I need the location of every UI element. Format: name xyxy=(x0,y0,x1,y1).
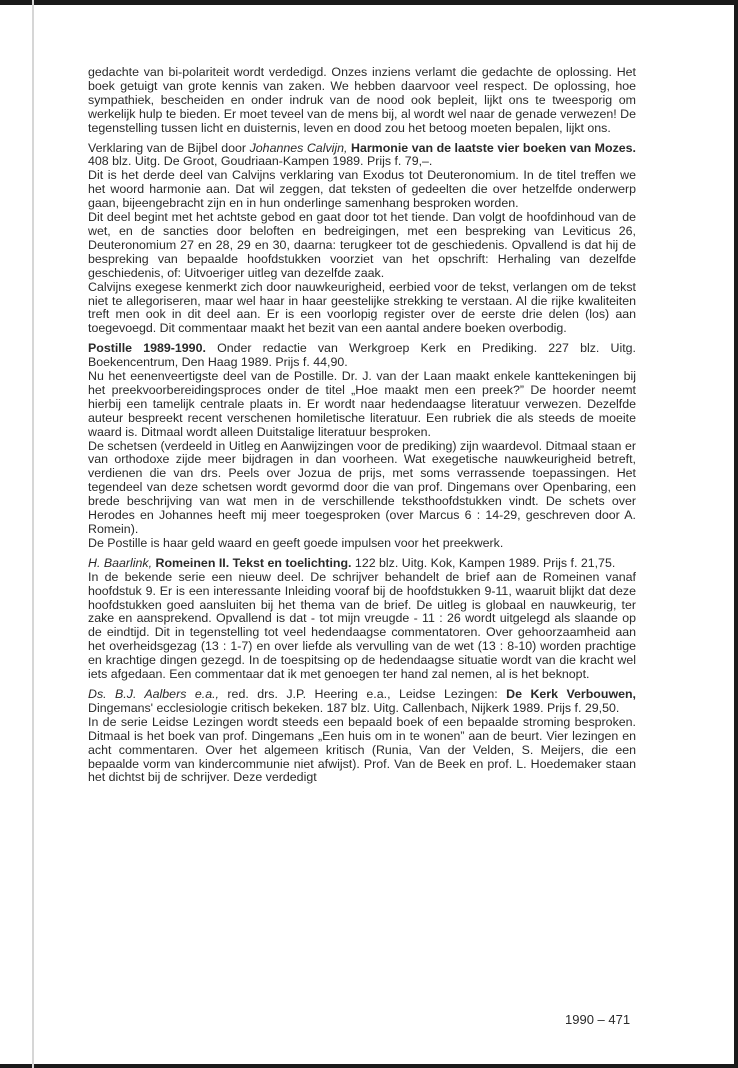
review-1-author: Johannes Calvijn, xyxy=(249,140,348,155)
review-1-paragraph-2: Dit deel begint met het achtste gebod en gaat door tot het tiende. Dan volgt de hoofdinhoud van de wet, en de sancties door beloften en bedreigingen, met een bespreking van Leviticus 26, Deuteronomium 27 en 28, 29 en 30, daarna: terugkeer tot de geschiedenis. Opvallend is dat hij de bespreking van bepaalde hoofdstukken voorziet van het opschrift: Herhaling van dezelfde geschiedenis, of: Uitvoeriger uitleg van dezelfde zaak. xyxy=(88,210,636,280)
review-3-paragraph-1: In de bekende serie een nieuw deel. De schrijver behandelt de brief aan de Romeinen vanaf hoofdstuk 9. Er is een interessante Inleiding vooraf bij de hoofdstukken 9-11, waaruit blijkt dat deze hoofdstukken goed aansluiten bij het thema van de brief. De uitleg is globaal en nauwkeurig, ter zake en aansprekend. Opvallend is dat - tot mijn vreugde - 11 : 26 wordt uitgelegd als slaande op de eindtijd. Dit in tegenstelling tot veel hedendaagse commentatoren. Over gehoorzaamheid aan het overheidsgezag (13 : 1-7) en over liefde als vervulling van de wet (13 : 8-10) worden prachtige en krachtige dingen gezegd. In de toespitsing op de hedendaagse situatie wordt van die kracht wel iets afgedaan. Een commentaar dat ik met genoegen ter hand zal nemen, al is het beknopt. xyxy=(88,569,636,682)
review-1-heading xyxy=(88,142,636,170)
review-4-author: Ds. B.J. Aalbers e.a., xyxy=(88,686,219,701)
review-3-heading xyxy=(88,557,636,571)
page-number: 1990 – 471 xyxy=(565,1012,631,1027)
review-4-details: Dingemans' ecclesiologie critisch bekeken. 187 blz. Uitg. Callenbach, Nijkerk 1989. Prijs f. 29,50. xyxy=(88,700,620,715)
review-3-author: H. Baarlink, xyxy=(88,555,153,570)
binding-edge xyxy=(32,0,34,1068)
review-4-title: De Kerk Verbouwen, xyxy=(506,686,636,701)
review-2-paragraph-1: Nu het eenenveertigste deel van de Postille. Dr. J. van der Laan maakt enkele kanttekeningen bij het preekvoorbereidingsproces onder de titel „Hoe maakt men een preek?” De hoorder neemt hierbij een tamelijk centrale plaats in. Er wordt naar hedendaagse literatuur verwezen. Dezelfde auteur bespreekt recent verschenen homiletische literatuur. Een rubriek die als steeds de moeite waard is. Ditmaal wordt alleen Duitstalige literatuur besproken. xyxy=(88,369,636,439)
review-2-title: Postille 1989-1990. xyxy=(88,341,206,356)
review-1-prefix: Verklaring van de Bijbel door xyxy=(88,140,250,155)
review-4-editors: red. drs. J.P. Heering e.a., Leidse Lezingen: xyxy=(218,686,507,701)
review-2-paragraph-3: De Postille is haar geld waard en geeft goede impulsen voor het preekwerk. xyxy=(88,535,504,550)
review-4-heading xyxy=(88,688,636,716)
review-2-heading xyxy=(88,342,636,370)
review-1-paragraph-3: Calvijns exegese kenmerkt zich door nauwkeurigheid, eerbied voor de tekst, verlangen om de tekst niet te allegoriseren, maar wel haar in haar geestelijke strekking te verstaan. Al die rijke kwaliteiten treft men ook in dit deel aan. Er is een voorlopig register over de eerste drie delen (los) aan toegevoegd. Dit commentaar maakt het bezit van een aantal andere boeken overbodig. xyxy=(88,279,636,336)
review-1-title: Harmonie van de laatste vier boeken van Mozes. xyxy=(351,140,636,155)
review-2-details: Onder redactie van Werkgroep Kerk en Prediking. 227 blz. Uitg. Boekencentrum, Den Haag 1989. Prijs f. 44,90. xyxy=(88,341,636,370)
review-1-details: 408 blz. Uitg. De Groot, Goudriaan-Kampen 1989. Prijs f. 79,–. xyxy=(88,154,433,169)
article-body xyxy=(88,66,636,785)
review-3-details: 122 blz. Uitg. Kok, Kampen 1989. Prijs f. 21,75. xyxy=(351,555,616,570)
review-2-paragraph-2: De schetsen (verdeeld in Uitleg en Aanwijzingen voor de prediking) zijn waardevol. Ditmaal staan er van orthodoxe zijde meer bijdragen in dan voorheen. Wat exegetische nauwkeurigheid betreft, verdienen die van drs. Peels over Jozua de prijs, met soms verrassende toepassingen. Het tegendeel van deze schetsen wordt gevormd door die van prof. Dingemans over Openbaring, een brede beschrijving van wat men in de verschillende teksthoofdstukken vindt. De schets over Herodes en Johannes heeft mij meer toegesproken (over Marcus 6 : 14-29, geschreven door A. Romein). xyxy=(88,438,636,536)
review-1-paragraph-1: Dit is het derde deel van Calvijns verklaring van Exodus tot Deuteronomium. In de titel treffen we het woord harmonie aan. Dat wil zeggen, dat teksten of gedeelten die over hetzelfde onderwerp gaan, bijeengebracht zijn en in hun onderlinge samenhang besproken worden. xyxy=(88,168,636,211)
review-4-paragraph-1: In de serie Leidse Lezingen wordt steeds een bepaald boek of een bepaalde stroming besproken. Ditmaal is het boek van prof. Dingemans „Een huis om in te wonen” aan de beurt. Vier lezingen en acht commentaren. Over het algemeen kritisch (Runia, Van der Velden, S. Meijers, die een bepaalde vorm van kindercommunie niet afwijst). Prof. Van de Beek en prof. L. Hoedemaker staan het dichtst bij de schrijver. Deze verdedigt xyxy=(88,714,636,785)
paragraph-intro: gedachte van bi-polariteit wordt verdedigd. Onzes inziens verlamt die gedachte de oplossing. Het boek getuigt van grote kennis van zaken. We hebben daarvoor veel respect. De oplossing, hoe sympathiek, bescheiden en onder indruk van de nood ook bepleit, lijkt ons te tweesporig om werkelijk hulp te bieden. Er moet teveel van de mens bij, al wordt wel naar de genade verwezen! De tegenstelling tussen licht en duisternis, leven en dood zou het betoog moeten bepalen, lijkt ons. xyxy=(88,65,636,135)
review-3-title: Romeinen II. Tekst en toelichting. xyxy=(155,555,352,570)
